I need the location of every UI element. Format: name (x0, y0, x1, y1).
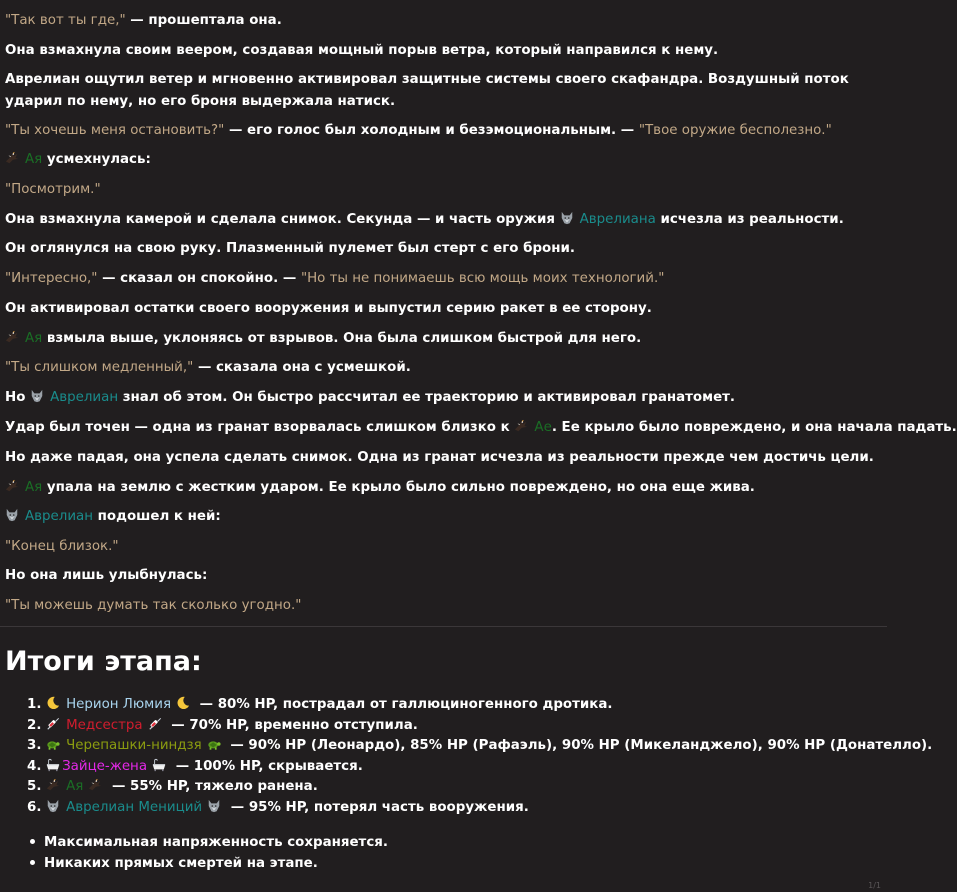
wolf-icon (207, 799, 221, 813)
syringe-icon (46, 717, 60, 731)
result-text: — 95% HP, потерял часть вооружения. (226, 799, 529, 815)
quote: "Интересно," (5, 271, 98, 286)
story-line (5, 328, 883, 350)
narration: — прошептала она. (125, 13, 282, 28)
quote: "Твое оружие бесполезно." (638, 123, 832, 138)
moon-icon (46, 696, 60, 710)
narration: Она взмахнула камерой и сделала снимок. Секунда — и часть оружия (5, 212, 560, 227)
bullet (30, 860, 35, 865)
avrelian-name: Аврелиан (25, 509, 94, 524)
character-name: Зайце-жена (62, 758, 148, 774)
character-name: Аврелиан Мениций (66, 799, 203, 815)
narration: усмехнулась: (42, 152, 151, 167)
character-name: Черепашки-ниндзя (66, 738, 202, 754)
avrelian-name: Аврелиана (579, 212, 656, 227)
narration: Но (5, 390, 31, 405)
narration: — сказал он спокойно. — (97, 271, 301, 286)
item-number: 5. (27, 779, 42, 795)
aya-name: Ая (25, 331, 43, 346)
narration: исчезла из реальности. (655, 212, 844, 227)
note-text: Никаких прямых смертей на этапе. (44, 856, 318, 871)
story-line (5, 120, 883, 142)
crow-icon (5, 330, 19, 344)
turtle-icon (207, 737, 221, 751)
narration: взмыла выше, уклоняясь от взрывов. Она была слишком быстрой для него. (42, 331, 642, 346)
bathtub-icon (46, 758, 60, 772)
character-name: Ая (66, 779, 84, 795)
story-line (5, 268, 883, 290)
aya-name: Ая (25, 480, 43, 495)
item-number: 2. (27, 717, 42, 733)
note-item (27, 853, 388, 874)
story-line (5, 149, 883, 171)
narration: упала на землю с жестким ударом. Ее крыло было сильно повреждено, но она еще жива. (42, 480, 755, 495)
moon-icon (176, 696, 190, 710)
quote: "Ты слишком медленный," (5, 360, 194, 375)
results-heading: Итоги этапа: (5, 646, 202, 677)
result-item (27, 798, 932, 819)
crow-icon (5, 151, 19, 165)
aya-name: Ая (25, 152, 43, 167)
item-number: 3. (27, 738, 42, 754)
narration: — сказала она с усмешкой. (193, 360, 411, 375)
aya-name: Ае (534, 420, 552, 435)
narration: . Ее крыло было повреждено, и она начала падать. (551, 420, 957, 435)
turtle-icon (46, 737, 60, 751)
crow-icon (5, 479, 19, 493)
result-item (27, 695, 932, 716)
syringe-icon (148, 717, 162, 731)
story-line (5, 10, 883, 32)
story-line (5, 387, 883, 409)
results-list (27, 695, 932, 819)
narration: подошел к ней: (93, 509, 221, 524)
story-line (5, 357, 883, 379)
quote: "Но ты не понимаешь всю мощь моих технологий." (300, 271, 665, 286)
page-indicator: 1/1 (868, 881, 881, 890)
result-item (27, 716, 932, 737)
item-number: 4. (27, 758, 42, 774)
avrelian-name: Аврелиан (50, 390, 119, 405)
crow-icon (514, 419, 528, 433)
story-line (5, 209, 883, 231)
story-line (5, 595, 883, 617)
story-line (5, 536, 883, 558)
story-line: Но она лишь улыбнулась: (5, 568, 208, 583)
crow-icon (46, 778, 60, 792)
narration: знал об этом. Он быстро рассчитал ее траекторию и активировал гранатомет. (118, 390, 735, 405)
notes-list (27, 832, 388, 874)
result-text: — 100% HP, скрывается. (171, 758, 363, 774)
narration: Удар был точен — одна из гранат взорвалась слишком близко к (5, 420, 515, 435)
result-item (27, 777, 932, 798)
result-text: — 55% HP, тяжело ранена. (107, 779, 318, 795)
wolf-icon (5, 508, 19, 522)
character-name: Медсестра (66, 717, 143, 733)
section-divider (0, 626, 887, 627)
result-text: — 90% HP (Леонардо), 85% HP (Рафаэль), 90% HP (Микеланджело), 90% HP (Донателло). (225, 738, 933, 754)
note-text: Максимальная напряженность сохраняется. (44, 835, 388, 850)
story-line: Но даже падая, она успела сделать снимок. Одна из гранат исчезла из реальности прежде чем достичь цели. (5, 450, 874, 465)
bullet (30, 839, 35, 844)
bathtub-icon (152, 758, 166, 772)
story-line: Он активировал остатки своего вооружения и выпустил серию ракет в ее сторону. (5, 301, 652, 316)
wolf-icon (560, 211, 574, 225)
story-line (5, 417, 957, 439)
story-line: Аврелиан ощутил ветер и мгновенно активировал защитные системы своего скафандра. Воздушный поток ударил по нему, но его броня выдержала натиск. (5, 72, 849, 109)
narration: — его голос был холодным и безэмоциональным. — (224, 123, 639, 138)
story-line (5, 506, 883, 528)
story-line (5, 179, 883, 201)
quote: "Так вот ты где," (5, 13, 126, 28)
quote: "Ты хочешь меня остановить?" (5, 123, 225, 138)
quote: "Посмотрим." (5, 182, 101, 197)
character-name: Нерион Люмия (66, 697, 171, 712)
result-item (27, 736, 932, 757)
result-text: — 80% HP, пострадал от галлюциногенного дротика. (195, 697, 613, 712)
quote: "Конец близок." (5, 539, 119, 554)
item-number: 6. (27, 799, 42, 815)
story-line: Он оглянулся на свою руку. Плазменный пулемет был стерт с его брони. (5, 241, 575, 256)
story-line: Она взмахнула своим веером, создавая мощный порыв ветра, который направился к нему. (5, 43, 719, 58)
result-item (27, 757, 932, 778)
crow-icon (88, 778, 102, 792)
item-number: 1. (27, 697, 42, 712)
result-text: — 70% HP, временно отступила. (166, 717, 418, 733)
note-item (27, 832, 388, 853)
wolf-icon (46, 799, 60, 813)
quote: "Ты можешь думать так сколько угодно." (5, 598, 302, 613)
story-line (5, 477, 883, 499)
wolf-icon (30, 389, 44, 403)
